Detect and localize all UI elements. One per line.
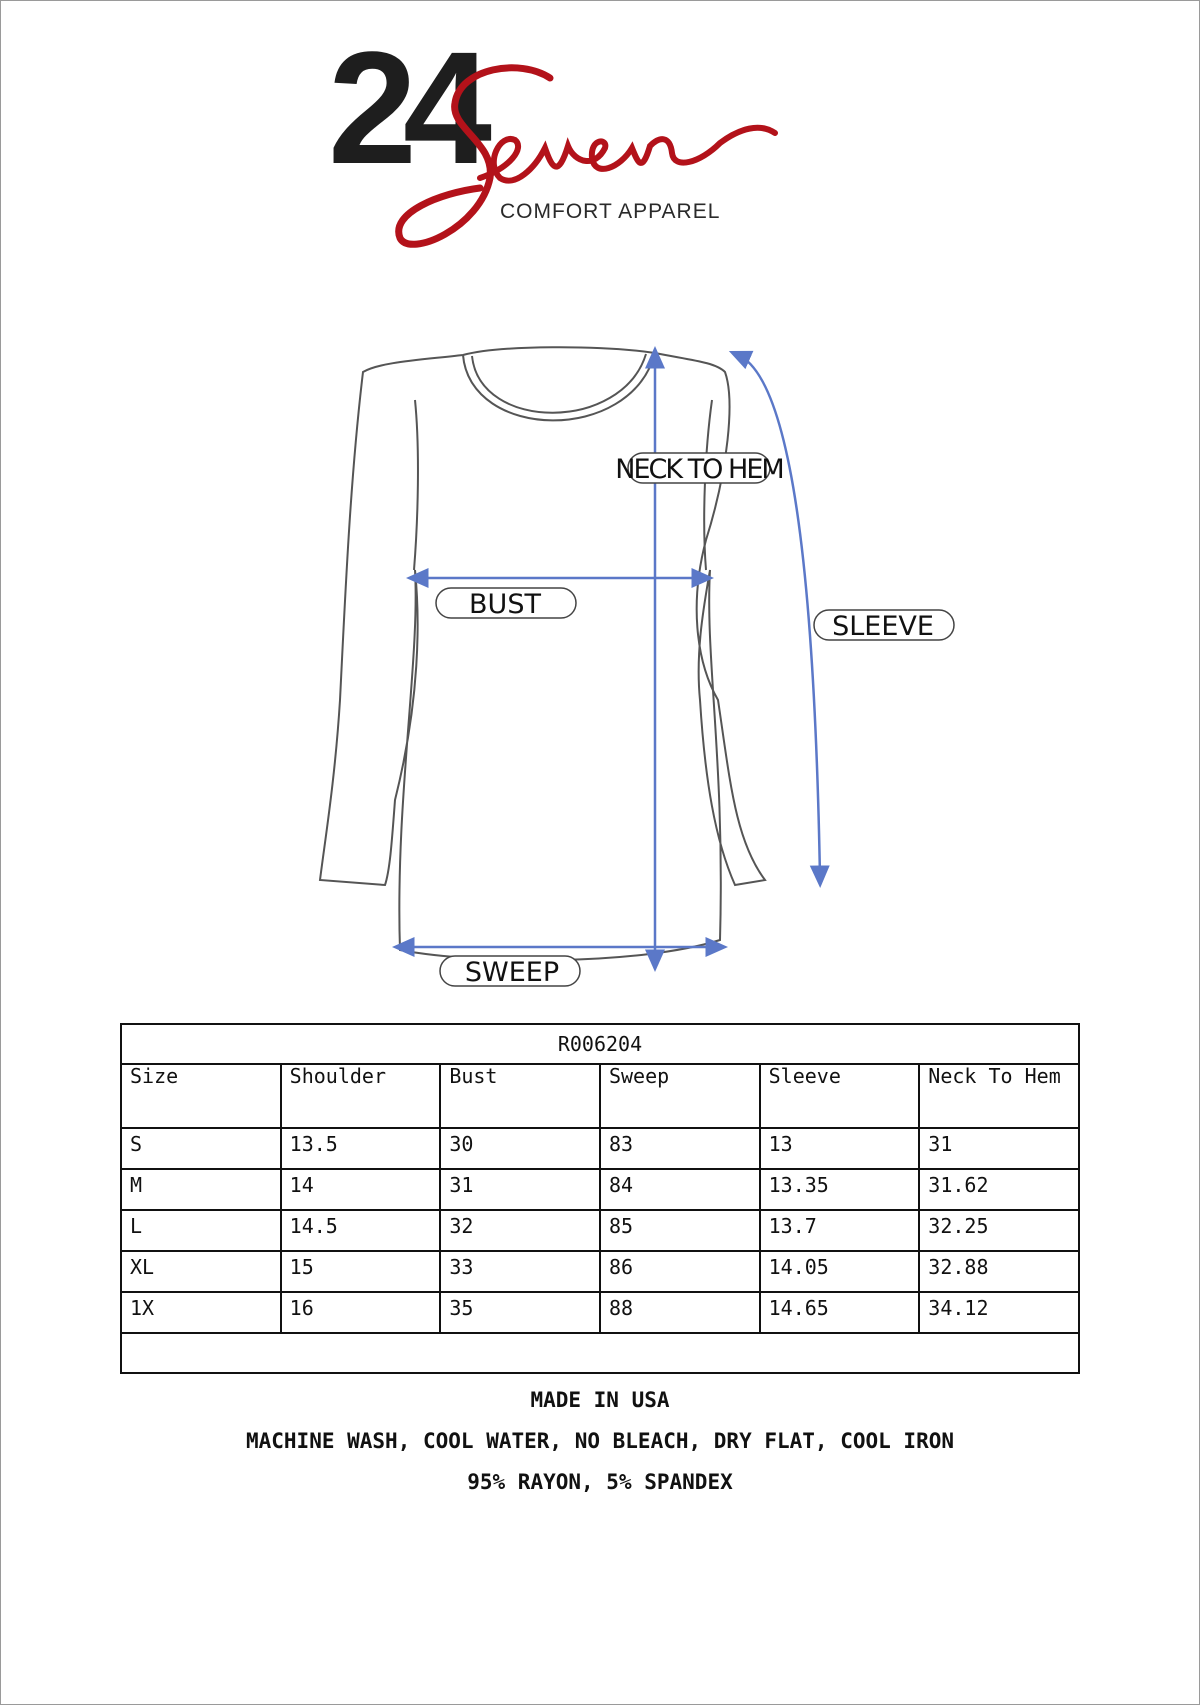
svg-text:SLEEVE: SLEEVE <box>832 611 934 642</box>
shirt-outline <box>320 347 765 960</box>
cell-bust: 31 <box>440 1169 600 1210</box>
cell-neck-to-hem: 32.25 <box>919 1210 1079 1251</box>
cell-size: M <box>121 1169 281 1210</box>
cell-sweep: 84 <box>600 1169 760 1210</box>
empty-cell <box>121 1333 1079 1373</box>
cell-bust: 35 <box>440 1292 600 1333</box>
cell-sweep: 88 <box>600 1292 760 1333</box>
label-neck-to-hem <box>615 453 782 485</box>
cell-sleeve: 13 <box>760 1128 920 1169</box>
cell-sleeve: 14.65 <box>760 1292 920 1333</box>
cell-bust: 32 <box>440 1210 600 1251</box>
style-code: R006204 <box>121 1024 1079 1064</box>
product-info <box>0 1380 1200 1503</box>
logo-tagline: COMFORT APPAREL <box>500 200 721 223</box>
column-header-sweep: Sweep <box>600 1064 760 1128</box>
cell-shoulder: 13.5 <box>281 1128 441 1169</box>
cell-shoulder: 14 <box>281 1169 441 1210</box>
cell-neck-to-hem: 34.12 <box>919 1292 1079 1333</box>
cell-shoulder: 14.5 <box>281 1210 441 1251</box>
size-chart-table <box>120 1023 1080 1374</box>
cell-sleeve: 13.35 <box>760 1169 920 1210</box>
table-empty-row <box>121 1333 1079 1373</box>
table-row <box>121 1292 1079 1333</box>
style-code-row <box>121 1024 1079 1064</box>
table-row <box>121 1251 1079 1292</box>
column-header-size: Size <box>121 1064 281 1128</box>
table-row <box>121 1169 1079 1210</box>
svg-text:NECK TO HEM: NECK TO HEM <box>615 454 783 485</box>
care-instructions: MACHINE WASH, COOL WATER, NO BLEACH, DRY FLAT, COOL IRON <box>245 1429 954 1453</box>
logo-number: 24 <box>328 18 478 197</box>
label-bust <box>436 588 576 620</box>
table-row <box>121 1128 1079 1169</box>
cell-neck-to-hem: 32.88 <box>919 1251 1079 1292</box>
label-sweep <box>440 956 580 988</box>
label-sleeve <box>814 610 954 642</box>
cell-sweep: 85 <box>600 1210 760 1251</box>
column-header-sleeve: Sleeve <box>760 1064 920 1128</box>
svg-text:SWEEP: SWEEP <box>464 957 560 988</box>
svg-text:BUST: BUST <box>469 589 541 620</box>
cell-neck-to-hem: 31.62 <box>919 1169 1079 1210</box>
cell-shoulder: 15 <box>281 1251 441 1292</box>
cell-sleeve: 14.05 <box>760 1251 920 1292</box>
table-header-row <box>121 1064 1079 1128</box>
cell-size: XL <box>121 1251 281 1292</box>
cell-size: L <box>121 1210 281 1251</box>
fabric-content: 95% RAYON, 5% SPANDEX <box>467 1470 733 1494</box>
cell-neck-to-hem: 31 <box>919 1128 1079 1169</box>
cell-sleeve: 13.7 <box>760 1210 920 1251</box>
cell-bust: 30 <box>440 1128 600 1169</box>
sleeve-arrow <box>738 355 820 878</box>
table-row <box>121 1210 1079 1251</box>
origin-text: MADE IN USA <box>530 1388 670 1412</box>
column-header-neck-to-hem: Neck To Hem <box>919 1064 1079 1128</box>
cell-bust: 33 <box>440 1251 600 1292</box>
cell-sweep: 86 <box>600 1251 760 1292</box>
measurement-arrows <box>402 355 820 962</box>
cell-size: S <box>121 1128 281 1169</box>
cell-shoulder: 16 <box>281 1292 441 1333</box>
cell-size: 1X <box>121 1292 281 1333</box>
column-header-bust: Bust <box>440 1064 600 1128</box>
cell-sweep: 83 <box>600 1128 760 1169</box>
column-header-shoulder: Shoulder <box>281 1064 441 1128</box>
